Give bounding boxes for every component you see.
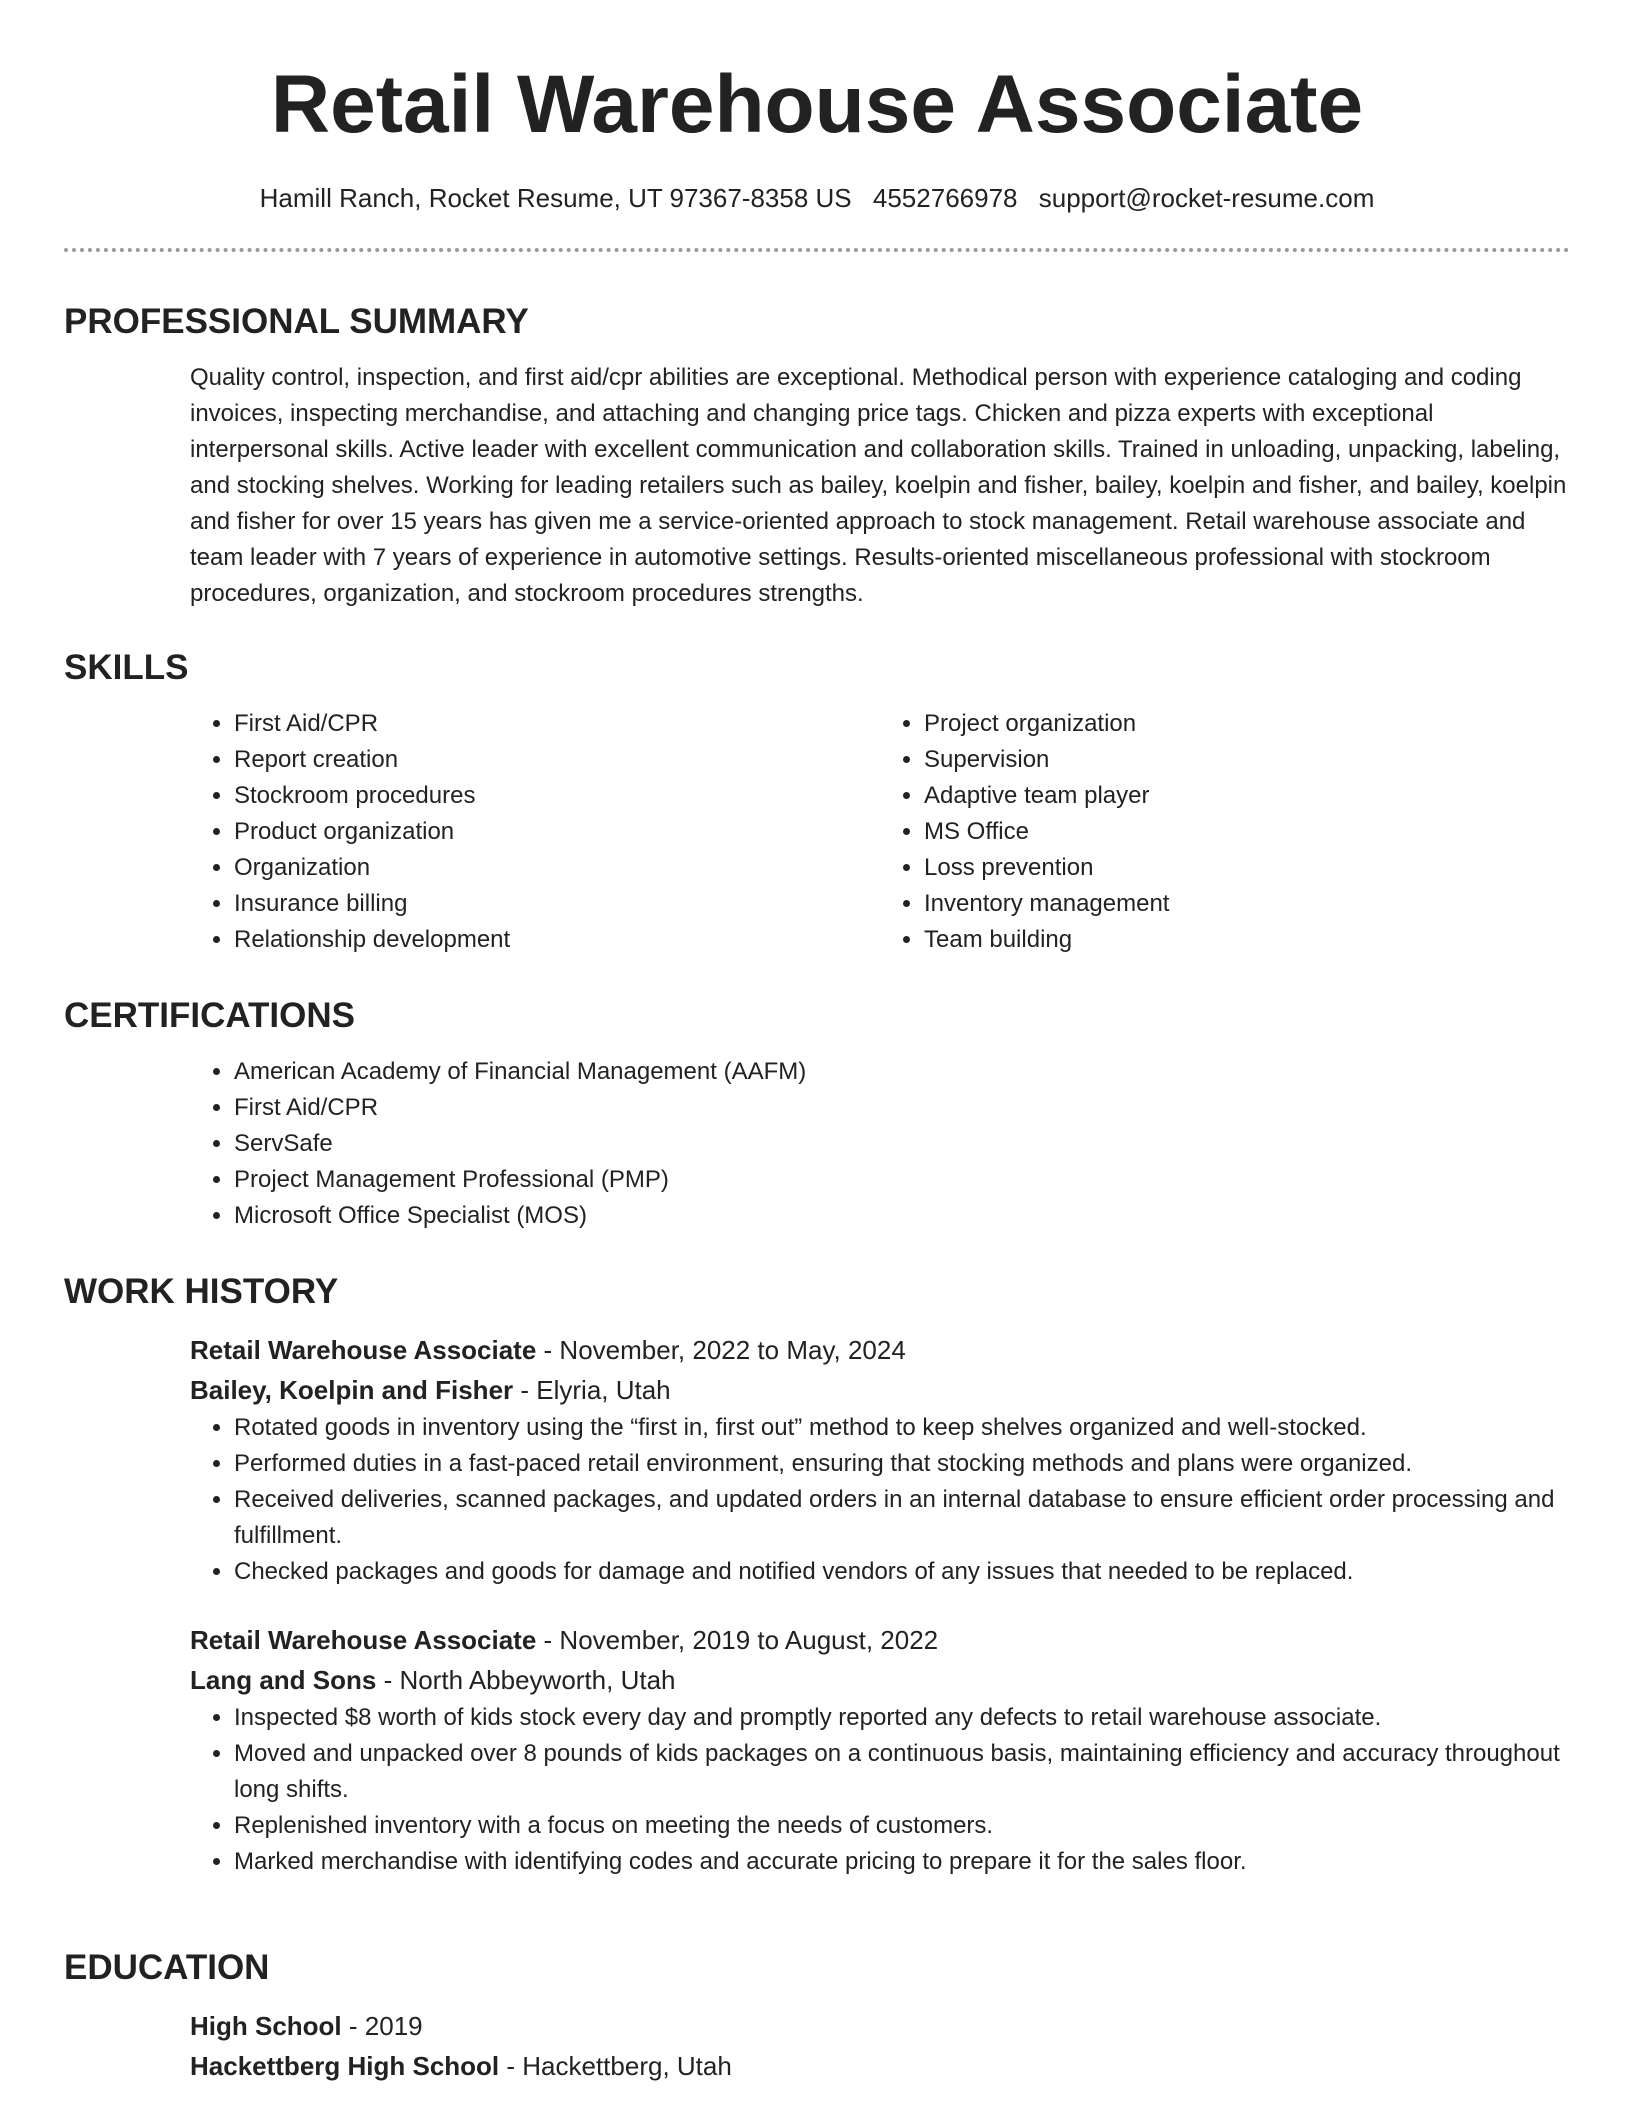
skill-item: • Stockroom procedures [234,778,880,814]
job-company-line [190,1660,1570,1700]
contact-phone: 4552766978 [872,183,1018,213]
summary-text: Quality control, inspection, and first aid/cpr abilities are exceptional. Methodical person with experience cataloging and coding invoices, inspecting merchandise, and attaching and changing price tags. Chicken and pizza experts with exceptional interpersonal skills. Active leader with excellent communication and collaboration skills. Trained in unloading, unpacking, labeling, and stocking shelves. Working for leading retailers such as bailey, koelpin and fisher, bailey, koelpin and fisher, and bailey, koelpin and fisher for over 15 years has given me a service-oriented approach to stock management. Retail warehouse associate and team leader with 7 years of experience in automotive settings. Results-oriented miscellaneous professional with stockroom procedures, organization, and stockroom procedures strengths. [190,364,1567,607]
job-role: Retail Warehouse Associate [190,1335,537,1365]
skill-item: • Relationship development [234,922,880,958]
job-duty-item: • Checked packages and goods for damage and notified vendors of any issues that needed to be replaced. [234,1554,1570,1590]
education-location: - Hackettberg, Utah [499,2051,732,2081]
skill-item: • Report creation [234,742,880,778]
job-duty-item: • Replenished inventory with a focus on meeting the needs of customers. [234,1808,1570,1844]
certifications-section [64,994,1570,1234]
job-company-line [190,1370,1570,1410]
education-school: Hackettberg High School [190,2051,500,2081]
certification-item: • First Aid/CPR [234,1090,1570,1126]
job-duty-item: • Inspected $8 worth of kids stock every day and promptly reported any defects to retail warehouse associate. [234,1700,1570,1736]
job-role: Retail Warehouse Associate [190,1625,537,1655]
skill-item: • Inventory management [924,886,1570,922]
job-company: Bailey, Koelpin and Fisher [190,1375,514,1405]
job-duty-item: • Rotated goods in inventory using the “first in, first out” method to keep shelves organized and well-stocked. [234,1410,1570,1446]
job-duty-item: • Moved and unpacked over 8 pounds of kids packages on a continuous basis, maintaining efficiency and accuracy throughout long shifts. [234,1736,1570,1808]
job-duty-item: • Performed duties in a fast-paced retail environment, ensuring that stocking methods and plans were organized. [234,1446,1570,1482]
header-divider [64,248,1570,252]
resume-name: Retail Warehouse Associate [270,59,1364,150]
work-history-section [64,1270,1570,1880]
education-degree: High School [190,2011,342,2041]
job-duties-list [190,1700,1570,1880]
skills-list-left [190,706,880,958]
certification-item: • ServSafe [234,1126,1570,1162]
job-title-line [190,1620,1570,1660]
job-duty-item: • Received deliveries, scanned packages, and updated orders in an internal database to ensure efficient order processing and fulfillment. [234,1482,1570,1554]
job-duties-list [190,1410,1570,1590]
job-duty-item: • Marked merchandise with identifying codes and accurate pricing to prepare it for the sales floor. [234,1844,1570,1880]
job-location: - North Abbeyworth, Utah [376,1665,676,1695]
job-dates: - November, 2019 to August, 2022 [536,1625,939,1655]
job-entry [190,1330,1570,1590]
certification-item: • Project Management Professional (PMP) [234,1162,1570,1198]
contact-address: Hamill Ranch, Rocket Resume, UT 97367-8358 US [259,183,852,213]
skill-item: • Project organization [924,706,1570,742]
education-degree-line [190,2006,1570,2046]
job-location: - Elyria, Utah [513,1375,671,1405]
certification-item: • American Academy of Financial Management (AAFM) [234,1054,1570,1090]
skill-item: • Adaptive team player [924,778,1570,814]
job-company: Lang and Sons [190,1665,377,1695]
section-title-education: EDUCATION [64,1948,270,1987]
skill-item: • Organization [234,850,880,886]
job-title-line [190,1330,1570,1370]
section-title-work-history: WORK HISTORY [64,1272,339,1311]
resume-page [64,0,1570,2081]
skill-item: • Loss prevention [924,850,1570,886]
education-section [64,1946,1570,2086]
skill-item: • Product organization [234,814,880,850]
contact-email: support@rocket-resume.com [1038,183,1375,213]
contact-line [64,182,1570,214]
section-title-summary: PROFESSIONAL SUMMARY [64,302,529,341]
job-entry [190,1620,1570,1880]
skill-item: • Supervision [924,742,1570,778]
education-school-line [190,2046,1570,2086]
education-year: - 2019 [341,2011,423,2041]
skills-section [64,646,1570,958]
professional-summary-section [64,300,1570,612]
skills-list-right [880,706,1570,958]
job-dates: - November, 2022 to May, 2024 [536,1335,906,1365]
skill-item: • Insurance billing [234,886,880,922]
section-title-skills: SKILLS [64,648,189,687]
skill-item: • MS Office [924,814,1570,850]
skill-item: • First Aid/CPR [234,706,880,742]
certification-item: • Microsoft Office Specialist (MOS) [234,1198,1570,1234]
skill-item: • Team building [924,922,1570,958]
certifications-list [190,1054,1570,1234]
section-title-certifications: CERTIFICATIONS [64,996,356,1035]
